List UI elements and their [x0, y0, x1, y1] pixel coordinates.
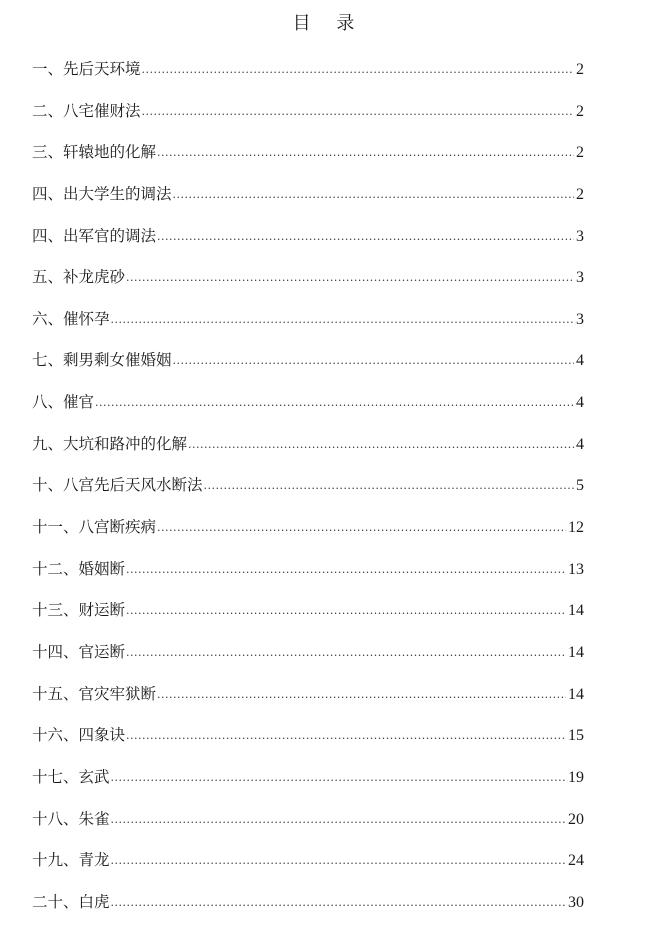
toc-dot-leader [126, 594, 566, 628]
toc-dot-leader [173, 178, 574, 212]
toc-entry[interactable] [32, 677, 584, 719]
toc-entry-label: 九、大坑和路冲的化解 [32, 434, 188, 453]
toc-entry-page: 2 [576, 185, 584, 203]
toc-entry-page: 2 [576, 144, 584, 162]
toc-entry-page: 4 [576, 394, 584, 412]
toc-entry-page: 2 [576, 102, 584, 120]
toc-dot-leader [111, 803, 566, 837]
toc-dot-leader [157, 511, 566, 545]
toc-dot-leader [204, 469, 574, 503]
toc-entry-page: 3 [576, 310, 584, 328]
toc-entry-page: 30 [568, 893, 584, 911]
toc-entry[interactable] [32, 468, 584, 510]
toc-dot-leader [142, 53, 574, 87]
toc-entry-page: 14 [568, 685, 584, 703]
toc-dot-leader [126, 261, 574, 295]
toc-dot-leader [188, 428, 574, 462]
toc-entry-label: 六、催怀孕 [32, 309, 110, 328]
toc-entry[interactable] [32, 760, 584, 802]
toc-entry-label: 七、剩男剩女催婚姻 [32, 351, 172, 370]
toc-entry-label: 二、八宅催财法 [32, 101, 141, 120]
toc-entry-label: 十二、婚姻断 [32, 559, 126, 578]
toc-entry-page: 3 [576, 269, 584, 287]
toc-title: 目 录 [292, 13, 365, 34]
toc-entry[interactable] [32, 385, 584, 427]
toc-entry-page: 12 [568, 519, 584, 537]
toc-entry[interactable] [32, 718, 584, 760]
toc-entry-label: 十六、四象诀 [32, 726, 126, 745]
toc-dot-leader [157, 678, 566, 712]
toc-entry[interactable] [32, 843, 584, 885]
toc-entry-page: 14 [568, 643, 584, 661]
toc-dot-leader [111, 844, 566, 878]
toc-entry-label: 十七、玄武 [32, 767, 110, 786]
toc-entry-page: 3 [576, 227, 584, 245]
toc-entry[interactable] [32, 427, 584, 469]
toc-entry[interactable] [32, 177, 584, 219]
toc-dot-leader [111, 886, 566, 920]
toc-dot-leader [142, 95, 574, 129]
toc-entry-label: 十、八宫先后天风水断法 [32, 476, 203, 495]
toc-dot-leader [111, 303, 574, 337]
toc-entry-label: 十五、官灾牢狱断 [32, 684, 157, 703]
toc-dot-leader [111, 761, 566, 795]
toc-dot-leader [126, 636, 566, 670]
toc-dot-leader [95, 386, 574, 420]
toc-entry[interactable] [32, 260, 584, 302]
toc-entry-page: 20 [568, 810, 584, 828]
toc-entry[interactable] [32, 343, 584, 385]
toc-entry[interactable] [32, 635, 584, 677]
toc-entry[interactable] [32, 94, 584, 136]
toc-dot-leader [126, 553, 566, 587]
toc-entry-page: 15 [568, 727, 584, 745]
toc-list [32, 52, 584, 926]
toc-entry-label: 十三、财运断 [32, 601, 126, 620]
toc-entry-label: 二十、白虎 [32, 892, 110, 911]
toc-entry-label: 四、出大学生的调法 [32, 184, 172, 203]
toc-entry-label: 十九、青龙 [32, 851, 110, 870]
toc-entry-label: 八、催官 [32, 393, 95, 412]
toc-entry[interactable] [32, 52, 584, 94]
toc-entry[interactable] [32, 302, 584, 344]
toc-entry-page: 24 [568, 852, 584, 870]
toc-dot-leader [157, 220, 574, 254]
toc-entry-page: 13 [568, 560, 584, 578]
toc-entry[interactable] [32, 593, 584, 635]
toc-entry[interactable] [32, 510, 584, 552]
toc-entry[interactable] [32, 802, 584, 844]
toc-entry-label: 十四、官运断 [32, 642, 126, 661]
toc-entry-page: 19 [568, 768, 584, 786]
toc-entry-label: 三、轩辕地的化解 [32, 143, 157, 162]
toc-entry-page: 5 [576, 477, 584, 495]
toc-entry-page: 4 [576, 435, 584, 453]
toc-entry[interactable] [32, 552, 584, 594]
toc-entry-label: 四、出军官的调法 [32, 226, 157, 245]
toc-entry-page: 2 [576, 61, 584, 78]
toc-entry-page: 14 [568, 602, 584, 620]
toc-entry[interactable] [32, 219, 584, 261]
toc-entry-label: 一、先后天环境 [32, 60, 141, 78]
toc-entry-label: 五、补龙虎砂 [32, 268, 126, 287]
toc-dot-leader [157, 136, 574, 170]
toc-entry-label: 十一、八宫断疾病 [32, 518, 157, 537]
toc-entry[interactable] [32, 135, 584, 177]
toc-entry-label: 十八、朱雀 [32, 809, 110, 828]
toc-dot-leader [126, 719, 566, 753]
toc-dot-leader [173, 344, 574, 378]
toc-entry-page: 4 [576, 352, 584, 370]
